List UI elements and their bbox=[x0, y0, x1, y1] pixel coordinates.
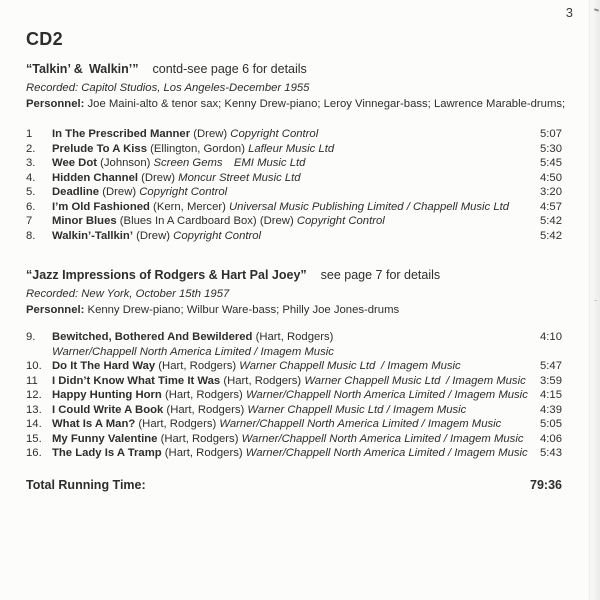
track-number: 11 bbox=[26, 374, 38, 387]
album-title-suffix: contd-see page 6 for details bbox=[152, 62, 307, 76]
album-section-header-2 bbox=[26, 268, 560, 317]
track-credits: (Hart, Rodgers) bbox=[135, 418, 220, 430]
track-credits: (Hart, Rodgers) bbox=[220, 374, 305, 387]
album-title-suffix: see page 7 for details bbox=[320, 268, 441, 282]
track-row bbox=[26, 214, 562, 229]
track-duration: 5:05 bbox=[540, 418, 562, 430]
track-publisher: Universal Music Publishing Limited / Chappell Music Ltd bbox=[229, 200, 510, 213]
album-section-header-1 bbox=[26, 62, 566, 111]
track-title: What Is A Man? bbox=[52, 418, 136, 430]
track-text bbox=[52, 214, 522, 229]
track-number: 14. bbox=[26, 418, 42, 430]
track-line bbox=[52, 185, 522, 200]
track-duration: 4:57 bbox=[540, 200, 562, 213]
track-duration: 4:15 bbox=[540, 389, 562, 401]
track-publisher: Copyright Control bbox=[296, 215, 385, 227]
track-credits: (Hart, Rodgers) bbox=[155, 360, 240, 372]
recorded-line: Recorded: Capitol Studios, Los Angeles-December 1955 bbox=[26, 82, 310, 94]
page-edge-shadow bbox=[587, 0, 600, 600]
track-number: 16. bbox=[26, 447, 42, 459]
track-text bbox=[52, 156, 522, 171]
track-title: Deadline bbox=[52, 186, 100, 198]
track-line bbox=[52, 142, 522, 157]
track-row bbox=[26, 432, 562, 447]
album-title: “Talkin’ & Walkin’” bbox=[26, 62, 139, 76]
track-publisher: Screen Gems EMI Music Ltd bbox=[153, 157, 306, 169]
track-row bbox=[26, 417, 562, 432]
personnel-text: Kenny Drew-piano; Wilbur Ware-bass; Philly Joe Jones-drums bbox=[87, 304, 400, 316]
track-title: My Funny Valentine bbox=[52, 432, 158, 445]
track-duration: 5:07 bbox=[540, 128, 562, 140]
track-credits: (Hart, Rodgers) bbox=[161, 389, 246, 401]
track-credits: (Hart, Rodgers) bbox=[161, 447, 246, 459]
track-credits: (Hart, Rodgers) bbox=[157, 432, 242, 445]
album-title: “Jazz Impressions of Rodgers & Hart Pal Joey” bbox=[26, 268, 307, 282]
track-row bbox=[26, 330, 562, 359]
track-duration: 5:45 bbox=[540, 157, 562, 169]
track-credits: (Johnson) bbox=[96, 157, 154, 169]
track-number: 2. bbox=[26, 142, 36, 155]
track-publisher: Copyright Control bbox=[230, 128, 319, 140]
track-number: 15. bbox=[26, 432, 42, 445]
track-row bbox=[26, 127, 562, 142]
track-text bbox=[52, 142, 522, 157]
track-number: 1 bbox=[26, 128, 33, 140]
track-publisher: Warner Chappell Music Ltd / Imagem Music bbox=[239, 360, 461, 372]
track-text bbox=[52, 374, 526, 389]
track-number: 4. bbox=[26, 171, 36, 184]
track-title: Hidden Channel bbox=[52, 171, 138, 184]
track-credits: (Ellington, Gordon) bbox=[147, 142, 249, 155]
track-publisher: Copyright Control bbox=[139, 186, 228, 198]
scan-artifact bbox=[594, 300, 597, 301]
track-duration: 4:06 bbox=[540, 432, 562, 445]
track-line bbox=[52, 156, 522, 171]
track-line bbox=[52, 446, 528, 461]
track-title: Wee Dot bbox=[52, 157, 97, 169]
track-title: Walkin’-Tallkin’ bbox=[52, 229, 133, 242]
track-duration: 5:43 bbox=[540, 447, 562, 459]
personnel-label: Personnel: bbox=[26, 98, 85, 110]
track-duration: 5:30 bbox=[540, 142, 562, 155]
track-number: 6. bbox=[26, 200, 36, 213]
recorded-line: Recorded: New York, October 15th 1957 bbox=[26, 288, 230, 300]
track-duration: 5:47 bbox=[540, 360, 562, 372]
track-credits: (Drew) bbox=[132, 229, 174, 242]
track-credits: (Drew) bbox=[99, 186, 140, 198]
track-number: 12. bbox=[26, 389, 42, 401]
track-title: Minor Blues bbox=[52, 215, 117, 227]
track-text bbox=[52, 432, 522, 447]
track-line bbox=[52, 388, 528, 403]
track-credits: (Drew) bbox=[190, 128, 231, 140]
track-credits: (Hart, Rodgers) bbox=[252, 331, 334, 343]
personnel-text: Joe Maini-alto & tenor sax; Kenny Drew-piano; Leroy Vinnegar-bass; Lawrence Marable-drums; bbox=[87, 98, 566, 110]
track-text bbox=[52, 200, 522, 215]
track-row bbox=[26, 185, 562, 200]
track-text bbox=[52, 388, 528, 403]
track-line bbox=[52, 359, 522, 374]
track-number: 13. bbox=[26, 403, 42, 416]
track-text bbox=[52, 359, 522, 374]
personnel-line bbox=[26, 303, 560, 317]
track-text bbox=[52, 171, 522, 186]
track-publisher: Warner/Chappell North America Limited / Imagem Music bbox=[219, 418, 502, 430]
track-list-2 bbox=[26, 330, 562, 461]
track-duration: 3:59 bbox=[540, 374, 562, 387]
track-row bbox=[26, 171, 562, 186]
track-number: 8. bbox=[26, 229, 36, 242]
track-text bbox=[52, 229, 522, 244]
track-publisher: Warner/Chappell North America Limited / Imagem Music bbox=[52, 345, 334, 358]
track-publisher: Moncur Street Music Ltd bbox=[178, 171, 301, 184]
album-title-line bbox=[26, 62, 560, 77]
track-number: 7 bbox=[26, 215, 33, 227]
track-line bbox=[52, 417, 522, 432]
track-credits: (Hart, Rodgers) bbox=[163, 403, 248, 416]
track-number: 10. bbox=[26, 360, 42, 372]
track-row bbox=[26, 142, 562, 157]
track-text bbox=[52, 446, 528, 461]
track-duration: 5:42 bbox=[540, 229, 562, 242]
track-number: 9. bbox=[26, 331, 36, 343]
track-row bbox=[26, 359, 562, 374]
track-line bbox=[52, 374, 526, 389]
track-number: 3. bbox=[26, 157, 36, 169]
track-line bbox=[52, 200, 522, 215]
track-line bbox=[52, 214, 522, 229]
track-row bbox=[26, 388, 562, 403]
track-duration: 4:50 bbox=[540, 171, 562, 184]
track-text bbox=[52, 417, 522, 432]
album-title-line bbox=[26, 268, 560, 283]
track-publisher: Lafleur Music Ltd bbox=[248, 142, 335, 155]
track-title: The Lady Is A Tramp bbox=[52, 447, 162, 459]
scan-artifact bbox=[594, 8, 599, 11]
track-line bbox=[52, 171, 522, 186]
personnel-label: Personnel: bbox=[26, 304, 85, 316]
track-publisher: Copyright Control bbox=[173, 229, 262, 242]
track-publisher-line2 bbox=[52, 345, 522, 360]
track-title: Prelude To A Kiss bbox=[52, 142, 147, 155]
track-publisher: Warner/Chappell North America Limited / Imagem Music bbox=[245, 447, 528, 459]
track-row bbox=[26, 156, 562, 171]
personnel-line bbox=[26, 97, 566, 111]
track-row bbox=[26, 229, 562, 244]
total-running-time-row bbox=[26, 478, 562, 493]
track-row bbox=[26, 200, 562, 215]
track-title: Happy Hunting Horn bbox=[52, 389, 162, 401]
track-credits: (Kern, Mercer) bbox=[149, 200, 230, 213]
page-edge-line bbox=[589, 0, 590, 600]
page-number: 3 bbox=[565, 5, 573, 20]
track-title: Do It The Hard Way bbox=[52, 360, 156, 372]
track-duration: 5:42 bbox=[540, 215, 562, 227]
track-text bbox=[52, 127, 522, 142]
track-line bbox=[52, 229, 522, 244]
track-title: Bewitched, Bothered And Bewildered bbox=[52, 331, 253, 343]
track-line bbox=[52, 330, 522, 345]
track-line bbox=[52, 127, 522, 142]
track-title: In The Prescribed Manner bbox=[52, 128, 191, 140]
track-credits: (Drew) bbox=[256, 215, 297, 227]
track-publisher: Warner Chappell Music Ltd / Imagem Music bbox=[247, 403, 467, 416]
track-row bbox=[26, 446, 562, 461]
track-subtitle: (Blues In A Cardboard Box) bbox=[116, 215, 257, 227]
track-line bbox=[52, 432, 522, 447]
track-duration: 4:39 bbox=[540, 403, 562, 416]
track-duration: 4:10 bbox=[540, 331, 562, 343]
track-title: I’m Old Fashioned bbox=[52, 200, 150, 213]
track-duration: 3:20 bbox=[540, 186, 562, 198]
track-text bbox=[52, 185, 522, 200]
track-line bbox=[52, 403, 522, 418]
track-number: 5. bbox=[26, 186, 36, 198]
track-row bbox=[26, 403, 562, 418]
track-text bbox=[52, 330, 522, 359]
track-list-1 bbox=[26, 127, 562, 243]
track-publisher: Warner/Chappell North America Limited / Imagem Music bbox=[245, 389, 528, 401]
track-text bbox=[52, 403, 522, 418]
track-publisher: Warner Chappell Music Ltd / Imagem Music bbox=[304, 374, 526, 387]
track-row bbox=[26, 374, 562, 389]
track-title: I Didn’t Know What Time It Was bbox=[52, 374, 221, 387]
disc-label: CD2 bbox=[26, 29, 63, 49]
track-publisher: Warner/Chappell North America Limited / Imagem Music bbox=[241, 432, 524, 445]
total-running-time-value: 79:36 bbox=[530, 478, 562, 492]
total-running-time-label: Total Running Time: bbox=[26, 478, 146, 492]
track-title: I Could Write A Book bbox=[52, 403, 164, 416]
track-credits: (Drew) bbox=[137, 171, 179, 184]
